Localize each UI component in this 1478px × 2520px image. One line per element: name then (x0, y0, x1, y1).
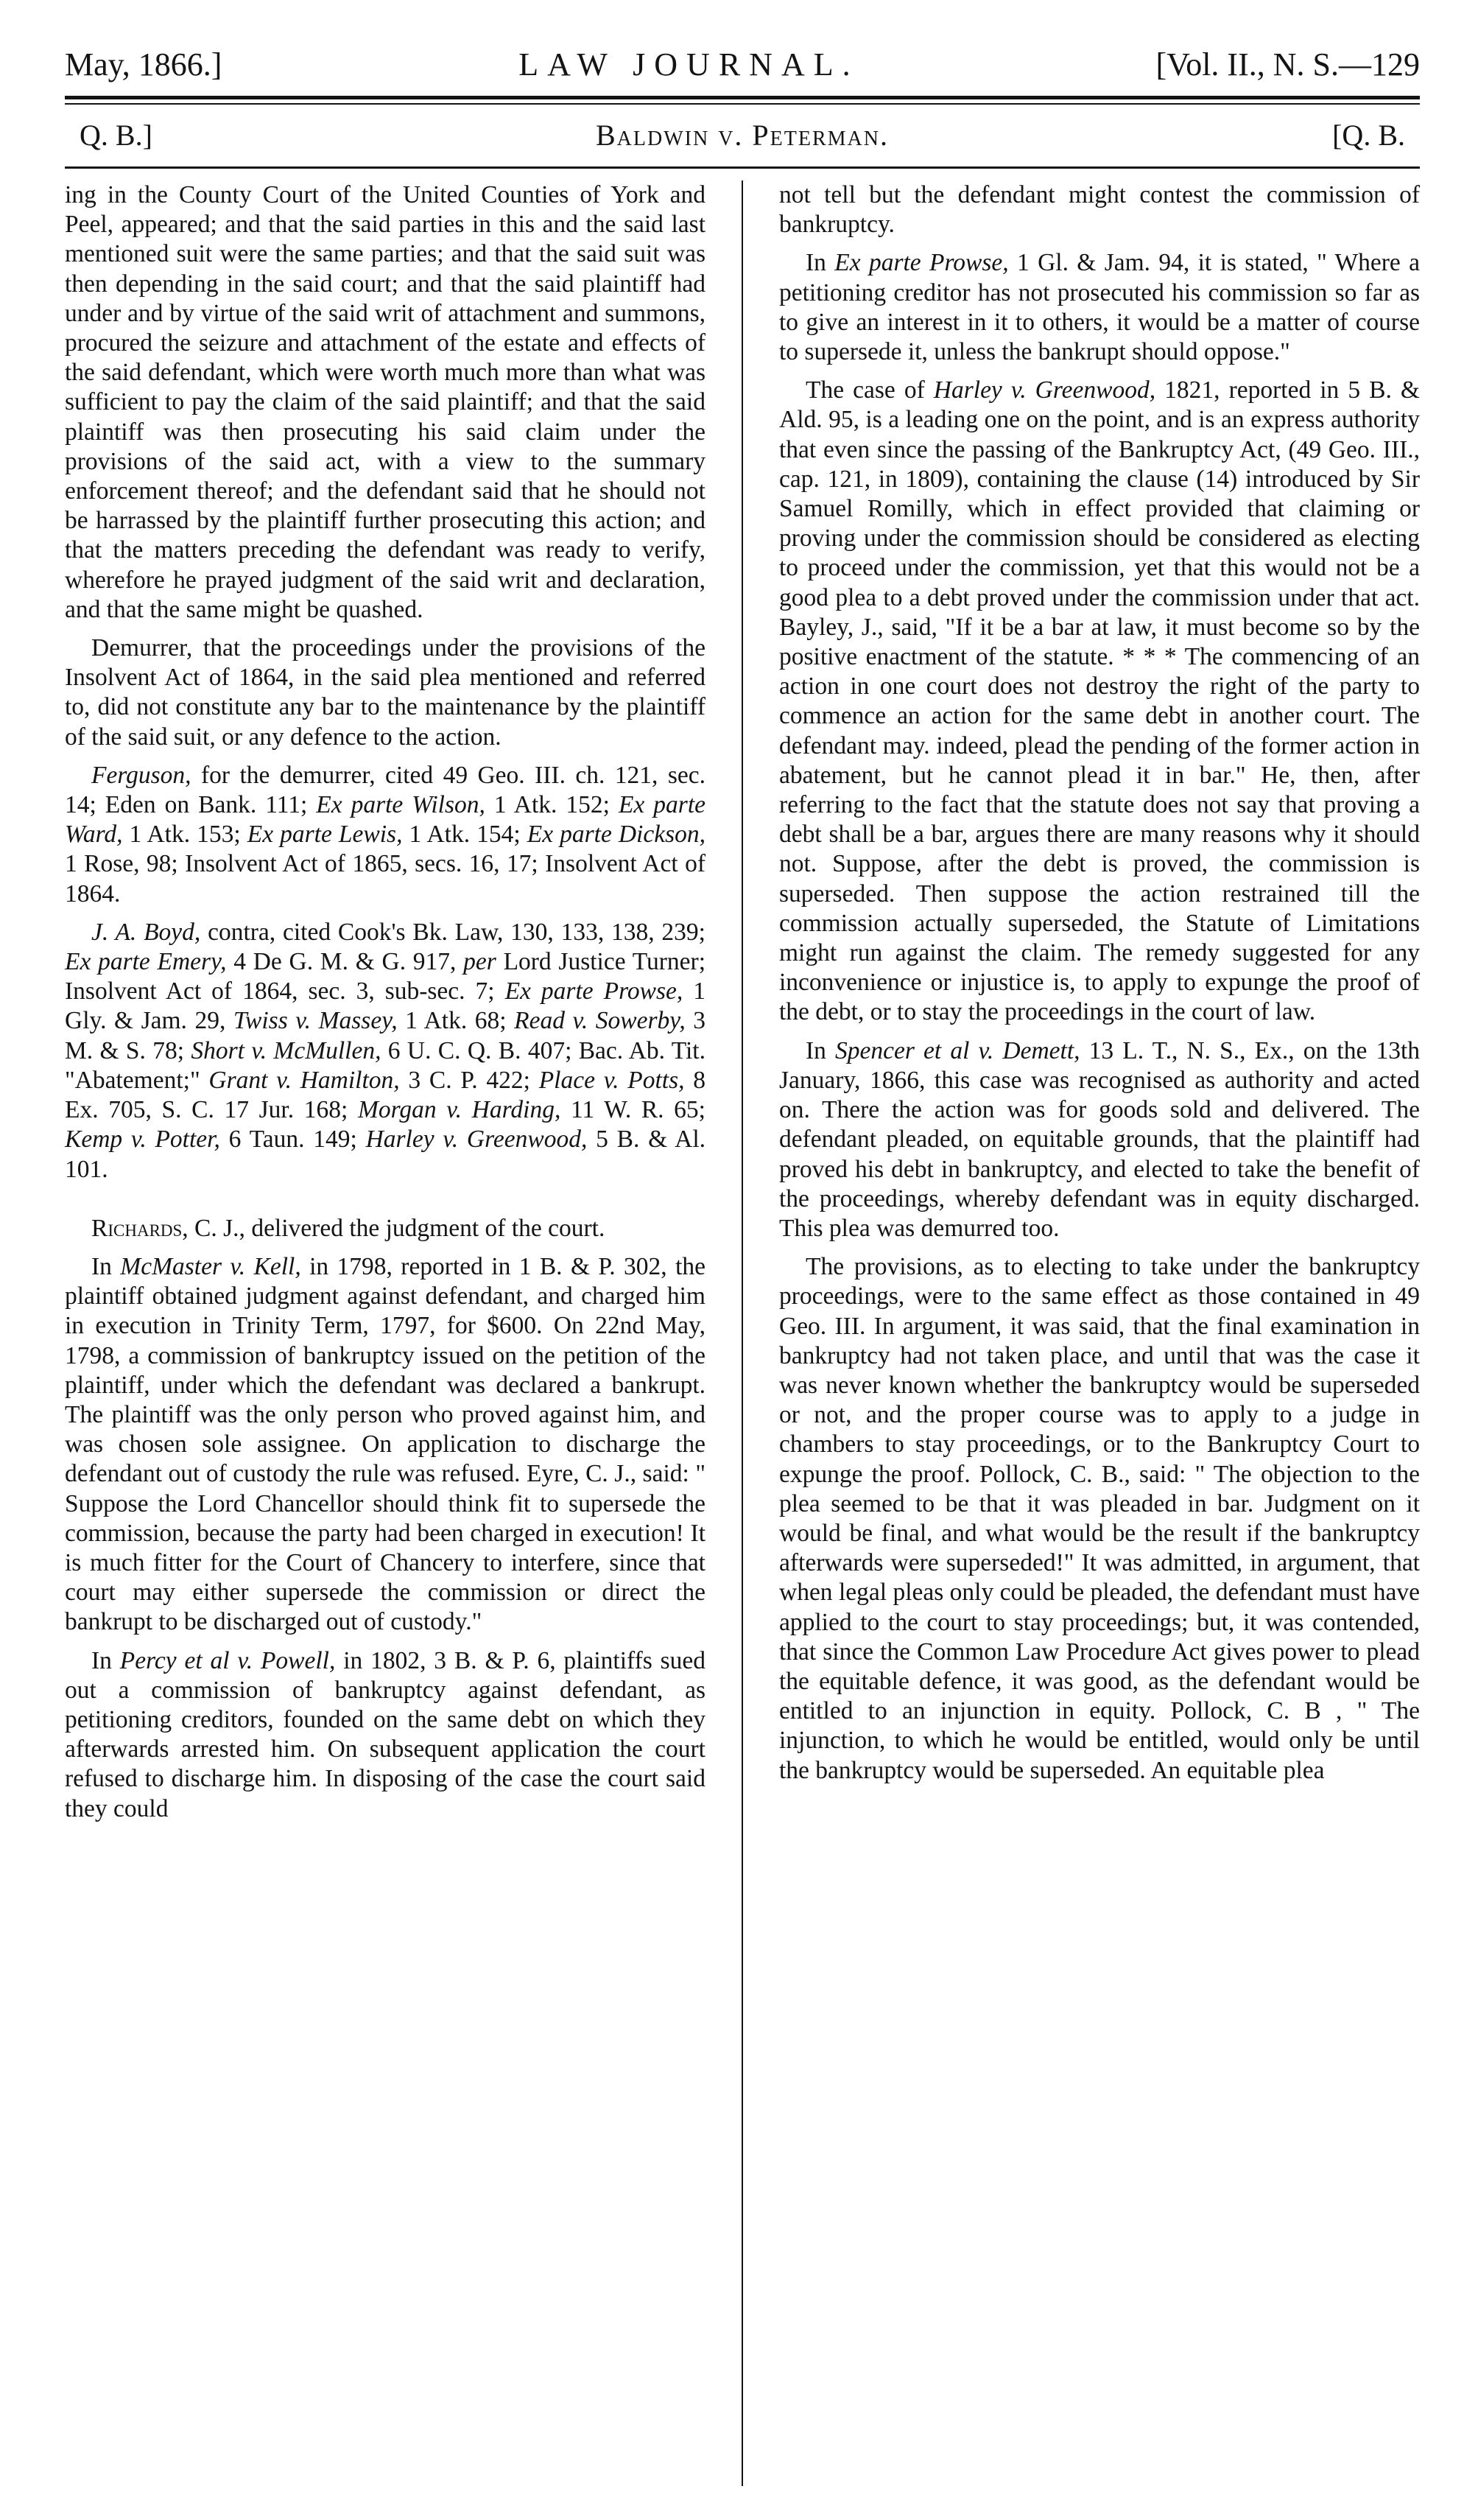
journal-title: LAW JOURNAL. (518, 46, 859, 83)
case-citation: Ex parte Wilson, (316, 791, 485, 819)
paragraph: In Spencer et al v. Demett, 13 L. T., N. S., Ex., on the 13th January, 1866, this case was recognised as authority and acted on. There the action was for goods sold and delivered. The defendant pleaded, on equitable grounds, that the plaintiff had proved his debt in bankruptcy, and elected to take the benefit of the proceedings, whereby defendant was in equity discharged. This plea was demurred too. (779, 1036, 1421, 1242)
right-column (779, 180, 1420, 2486)
text-columns (65, 180, 1420, 2486)
paragraph: In Ex parte Prowse, 1 Gl. & Jam. 94, it is stated, " Where a petitioning creditor has not prosecuted his commission so far as to give an interest in it to others, it would be a matter of course to supersede it, unless the bankrupt should oppose." (779, 249, 1421, 366)
case-citation: Spencer et al v. Demett, (835, 1036, 1080, 1064)
counsel-name: J. A. Boyd, (91, 918, 201, 946)
header-volume-page: [Vol. II., N. S.—129 (1155, 46, 1420, 83)
court-right: [Q. B. (1332, 119, 1405, 152)
court-left: Q. B.] (80, 119, 152, 152)
paragraph: The case of Harley v. Greenwood, 1821, reported in 5 B. & Ald. 95, is a leading one on the point, and is an express authority that even since the passing of the Bankruptcy Act, (49 Geo. III., cap. 121, in 1809), containing the clause (14) introduced by Sir Samuel Romilly, which in effect provided that claiming or proving under the commission should be considered as electing to proceed under the commission, yet that this would not be a good plea to a debt proved under the commission under that act. Bayley, J., said, "If it be a bar at law, it must become so by the positive enactment of the statute. * * * The commencing of an action in one court does not destroy the right of the party to commence an action for the same debt in another court. The defendant may. indeed, plead the pending of the former action in abatement, but he cannot plead it in bar." He, then, after referring to the fact that the statute does not say that proving a debt shall be a bar, argues there are many reasons why it should not. Suppose, after the debt is proved, the commission is superseded. Then suppose the action restrained till the commission actually superseded, the Statute of Limitations might run against the claim. The remedy suggested for any inconvenience or injustice is, to apply to expunge the proof of the debt, or to stay the proceedings in the court of law. (779, 376, 1420, 1026)
column-divider (742, 180, 743, 2486)
journal-page (65, 44, 1420, 2490)
case-citation: Ex parte Emery, (65, 948, 227, 976)
case-header-rule (65, 166, 1420, 169)
paragraph: J. A. Boyd, contra, cited Cook's Bk. Law, 130, 133, 138, 239; Ex parte Emery, 4 De G. M. & G. 917, per Lord Justice Turner; Insolvent Act of 1864, sec. 3, sub-sec. 7; Ex parte Prowse, 1 Gly. & Jam. 29, Twiss v. Massey, 1 Atk. 68; Read v. Sowerby, 3 M. & S. 78; Short v. McMullen, 6 U. C. Q. B. 407; Bac. Ab. Tit. "Abatement;" Grant v. Hamilton, 3 C. P. 422; Place v. Potts, 8 Ex. 705, S. C. 17 Jur. 168; Morgan v. Harding, 11 W. R. 65; Kemp v. Potter, 6 Taun. 149; Harley v. Greenwood, 5 B. & Al. 101. (65, 918, 706, 1183)
case-citation: Ex parte Dickson, (527, 821, 706, 849)
paragraph: Richards, C. J., delivered the judgment of the court. (91, 1214, 605, 1242)
paragraph: In Percy et al v. Powell, in 1802, 3 B. & P. 6, plaintiffs sued out a commission of bankruptcy against defendant, as petitioning creditors, founded on the same debt on which they afterwards arrested him. On subsequent application the court refused to discharge him. In disposing of the case the court said they could (65, 1646, 706, 1822)
case-citation: Ex parte Lewis, (247, 821, 403, 849)
header-date: May, 1866.] (65, 46, 222, 83)
case-citation: Harley v. Greenwood, (933, 376, 1156, 404)
paragraph: In McMaster v. Kell, in 1798, reported in 1 B. & P. 302, the plaintiff obtained judgment against defendant, and charged him in execution in Trinity Term, 1797, for $600. On 22nd May, 1798, a commission of bankruptcy issued on the petition of the plaintiff, under which the defendant was declared a bankrupt. The plaintiff was the only person who proved against him, and was chosen sole assignee. On application to discharge the defendant out of custody the rule was refused. Eyre, C. J., said: " Suppose the Lord Chancellor should think fit to supersede the commission, because the party had been charged in execution! It is much fitter for the Court of Chancery to interfere, since that court may either supersede the commission or direct the bankrupt to be discharged out of custody." (65, 1252, 705, 1636)
case-citation: Short v. McMullen, (191, 1036, 381, 1064)
case-citation: McMaster v. Kell, (120, 1252, 301, 1280)
case-citation: Harley v. Greenwood, (365, 1126, 588, 1154)
left-column (65, 180, 705, 2486)
case-citation: Kemp v. Potter, (65, 1126, 220, 1154)
case-citation: Twiss v. Massey, (233, 1007, 398, 1035)
case-citation: Grant v. Hamilton, (208, 1066, 400, 1094)
case-citation: Ex parte Prowse, (834, 249, 1009, 277)
case-title: Baldwin v. Peterman. (596, 119, 889, 152)
case-header (65, 115, 1420, 162)
case-citation: Ex parte Prowse, (504, 978, 683, 1005)
paragraph: not tell but the defendant might contest the commission of bankruptcy. (779, 181, 1420, 239)
counsel-name: Ferguson, (91, 761, 191, 789)
case-citation: Read v. Sowerby, (514, 1007, 686, 1035)
judge-name: Richards, C. J., (91, 1214, 245, 1242)
running-header (65, 44, 1420, 88)
case-citation: Morgan v. Harding, (357, 1096, 561, 1124)
case-citation: Percy et al v. Powell, (119, 1646, 336, 1674)
case-citation: Ex parte Ward, (65, 791, 705, 849)
case-citation: Place v. Potts, (538, 1066, 685, 1094)
paragraph: The provisions, as to electing to take under the bankruptcy proceedings, were to the same effect as those contained in 49 Geo. III. In argument, it was said, that the final examination in bankruptcy had not taken place, and until that was the case it was never known whether the bankruptcy would be superseded or not, and the proper course was to apply to a judge in chambers to stay proceedings, or to the Bankruptcy Court to expunge the proof. Pollock, C. B., said: " The objection to the plea seemed to be that it was pleaded in bar. Judgment on it would be final, and what would be the result if the bankruptcy afterwards were superseded!" It was admitted, in argument, that when legal pleas only could be pleaded, the defendant must have applied to the court to stay proceedings; but, it was contended, that since the Common Law Procedure Act gives power to plead the equitable defence, it was good, as the defendant would be entitled to an injunction in equity. Pollock, C. B , " The injunction, to which he would be entitled, would only be until the bankruptcy would be superseded. An equitable plea (779, 1253, 1420, 1784)
paragraph: Ferguson, for the demurrer, cited 49 Geo. III. ch. 121, sec. 14; Eden on Bank. 111; Ex parte Wilson, 1 Atk. 152; Ex parte Ward, 1 Atk. 153; Ex parte Lewis, 1 Atk. 154; Ex parte Dickson, 1 Rose, 98; Insolvent Act of 1865, secs. 16, 17; Insolvent Act of 1864. (65, 761, 706, 908)
paragraph: ing in the County Court of the United Counties of York and Peel, appeared; and that the said parties in this and the said last mentioned suit were the same parties; and that the said suit was then depending in the said court; and that the said plaintiff had under and by virtue of the said writ of attachment and summons, procured the seizure and attachment of the estate and effects of the said defendant, which were worth much more than what was sufficient to pay the claim of the said plaintiff; and that the said plaintiff was then prosecuting his said claim under the provisions of the said act, with a view to the summary enforcement thereof; and the defendant said that he should not be harrassed by the plaintiff further prosecuting this action; and that the matters preceding the defendant was ready to verify, wherefore he prayed judgment of the said writ and declaration, and that the same might be quashed. (65, 181, 705, 623)
header-rule (65, 96, 1420, 105)
paragraph: Demurrer, that the proceedings under the provisions of the Insolvent Act of 1864, in the said plea mentioned and referred to, did not constitute any bar to the maintenance by the plaintiff of the said suit, or any defence to the action. (65, 634, 705, 751)
